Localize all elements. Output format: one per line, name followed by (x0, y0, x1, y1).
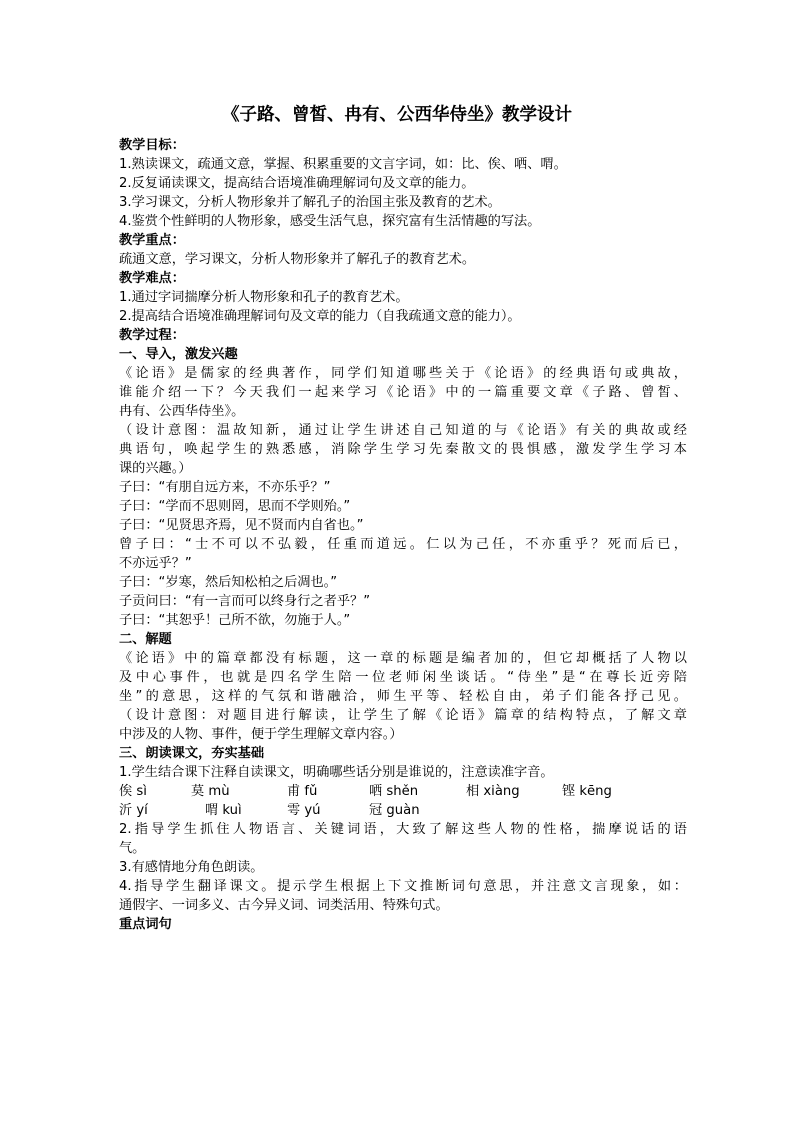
goals-heading: 教学目标： (119, 138, 185, 153)
goal-item: 3.学习课文，分析人物形象并了解孔子的治国主张及教育的艺术。 (119, 195, 501, 210)
pinyin-entry: 喟 kuì (205, 803, 242, 818)
section2-heading: 二、解题 (119, 632, 172, 647)
pinyin-row (119, 782, 687, 801)
pinyin-entry: 甫 fǔ (287, 784, 318, 799)
difficulty-item: 1.通过字词揣摩分析人物形象和孔子的教育艺术。 (119, 290, 409, 305)
pinyin-entry: 莫 mù (191, 784, 230, 799)
pinyin-entry: 哂 shěn (369, 784, 419, 799)
quote-line: 子曰：“岁寒，然后知松柏之后凋也。” (119, 575, 338, 590)
quote-line: 子贡问曰：“有一言而可以终身行之者乎？” (119, 594, 371, 609)
key-words-heading: 重点词句 (119, 917, 172, 932)
section3-step4-line: 4.指导学生翻译课文。提示学生根据上下文推断词句意思，并注意文言现象，如： (119, 879, 687, 894)
goal-item: 1.熟读课文，疏通文意，掌握、积累重要的文言字词，如：比、俟、哂、喟。 (119, 157, 567, 172)
section1-intro-line: 谁能介绍一下？今天我们一起来学习《论语》中的一篇重要文章《子路、曾皙、 (119, 385, 687, 400)
section2-line: （设计意图：对题目进行解读，让学生了解《论语》篇章的结构特点，了解文章 (119, 708, 687, 723)
goal-item: 2.反复诵读课文，提高结合语境准确理解词句及文章的能力。 (119, 176, 475, 191)
section3-heading: 三、朗读课文，夯实基础 (119, 746, 265, 761)
pinyin-row (119, 801, 687, 820)
pinyin-entry: 俟 sì (119, 784, 147, 799)
section3-step2-line: 气。 (119, 841, 146, 856)
quote-line: 曾子曰：“士不可以不弘毅，任重而道远。仁以为己任，不亦重乎？死而后已， (119, 537, 687, 552)
pinyin-entry: 冠 guàn (369, 803, 420, 818)
key-points-heading: 教学重点： (119, 233, 185, 248)
process-heading: 教学过程： (119, 328, 185, 343)
quote-line: 不亦远乎？” (119, 556, 192, 571)
pinyin-entry: 相 xiàng (466, 784, 520, 799)
pinyin-entry: 沂 yí (119, 803, 148, 818)
section3-step3: 3.有感情地分角色朗读。 (119, 860, 264, 875)
quote-line: 子曰：“学而不思则罔，思而不学则殆。” (119, 499, 351, 514)
section1-intro-line: 《论语》是儒家的经典著作，同学们知道哪些关于《论语》的经典语句或典故， (119, 366, 687, 381)
section2-line: 坐”的意思，这样的气氛和谐融洽，师生平等、轻松自由，弟子们能各抒己见。 (119, 689, 687, 704)
quote-line: 子曰：“有朋自远方来，不亦乐乎？” (119, 480, 331, 495)
section1-design-line: （设计意图：温故知新，通过让学生讲述自己知道的与《论语》有关的典故或经 (119, 423, 687, 438)
section1-design-line: 课的兴趣。） (119, 461, 192, 476)
pinyin-entry: 雩 yú (287, 803, 321, 818)
difficulty-item: 2.提高结合语境准确理解词句及文章的能力（自我疏通文意的能力）。 (119, 309, 521, 324)
key-points-text: 疏通文意，学习课文，分析人物形象并了解孔子的教育艺术。 (119, 252, 476, 267)
section1-intro-line: 冉有、公西华侍坐》。 (119, 404, 245, 419)
quote-line: 子曰：“见贤思齐焉，见不贤而内自省也。” (119, 518, 364, 533)
document-body (119, 136, 687, 934)
document-title: 《子路、曾皙、冉有、公西华侍坐》教学设计 (222, 105, 572, 125)
section2-line: 《论语》中的篇章都没有标题，这一章的标题是编者加的，但它却概括了人物以 (119, 651, 687, 666)
pinyin-entry: 铿 kēng (562, 784, 612, 799)
quote-line: 子曰：“其恕乎！己所不欲，勿施于人。” (119, 613, 351, 628)
section1-design-line: 典语句，唤起学生的熟悉感，消除学生学习先秦散文的畏惧感，激发学生学习本 (119, 442, 687, 457)
section3-step1: 1.学生结合课下注释自读课文，明确哪些话分别是谁说的，注意读准字音。 (119, 765, 554, 780)
section3-step2-line: 2.指导学生抓住人物语言、关键词语，大致了解这些人物的性格，揣摩说话的语 (119, 822, 687, 837)
goal-item: 4.鉴赏个性鲜明的人物形象，感受生活气息，探究富有生活情趣的写法。 (119, 214, 541, 229)
section2-line: 及中心事件，也就是四名学生陪一位老师闲坐谈话。“侍坐”是“在尊长近旁陪 (119, 670, 687, 685)
section3-step4-line: 通假字、一词多义、古今异义词、词类活用、特殊句式。 (119, 898, 449, 913)
difficulties-heading: 教学难点： (119, 271, 185, 286)
section2-line: 中涉及的人物、事件，便于学生理解文章内容。） (119, 727, 403, 742)
section1-heading: 一、导入，激发兴趣 (119, 347, 238, 362)
